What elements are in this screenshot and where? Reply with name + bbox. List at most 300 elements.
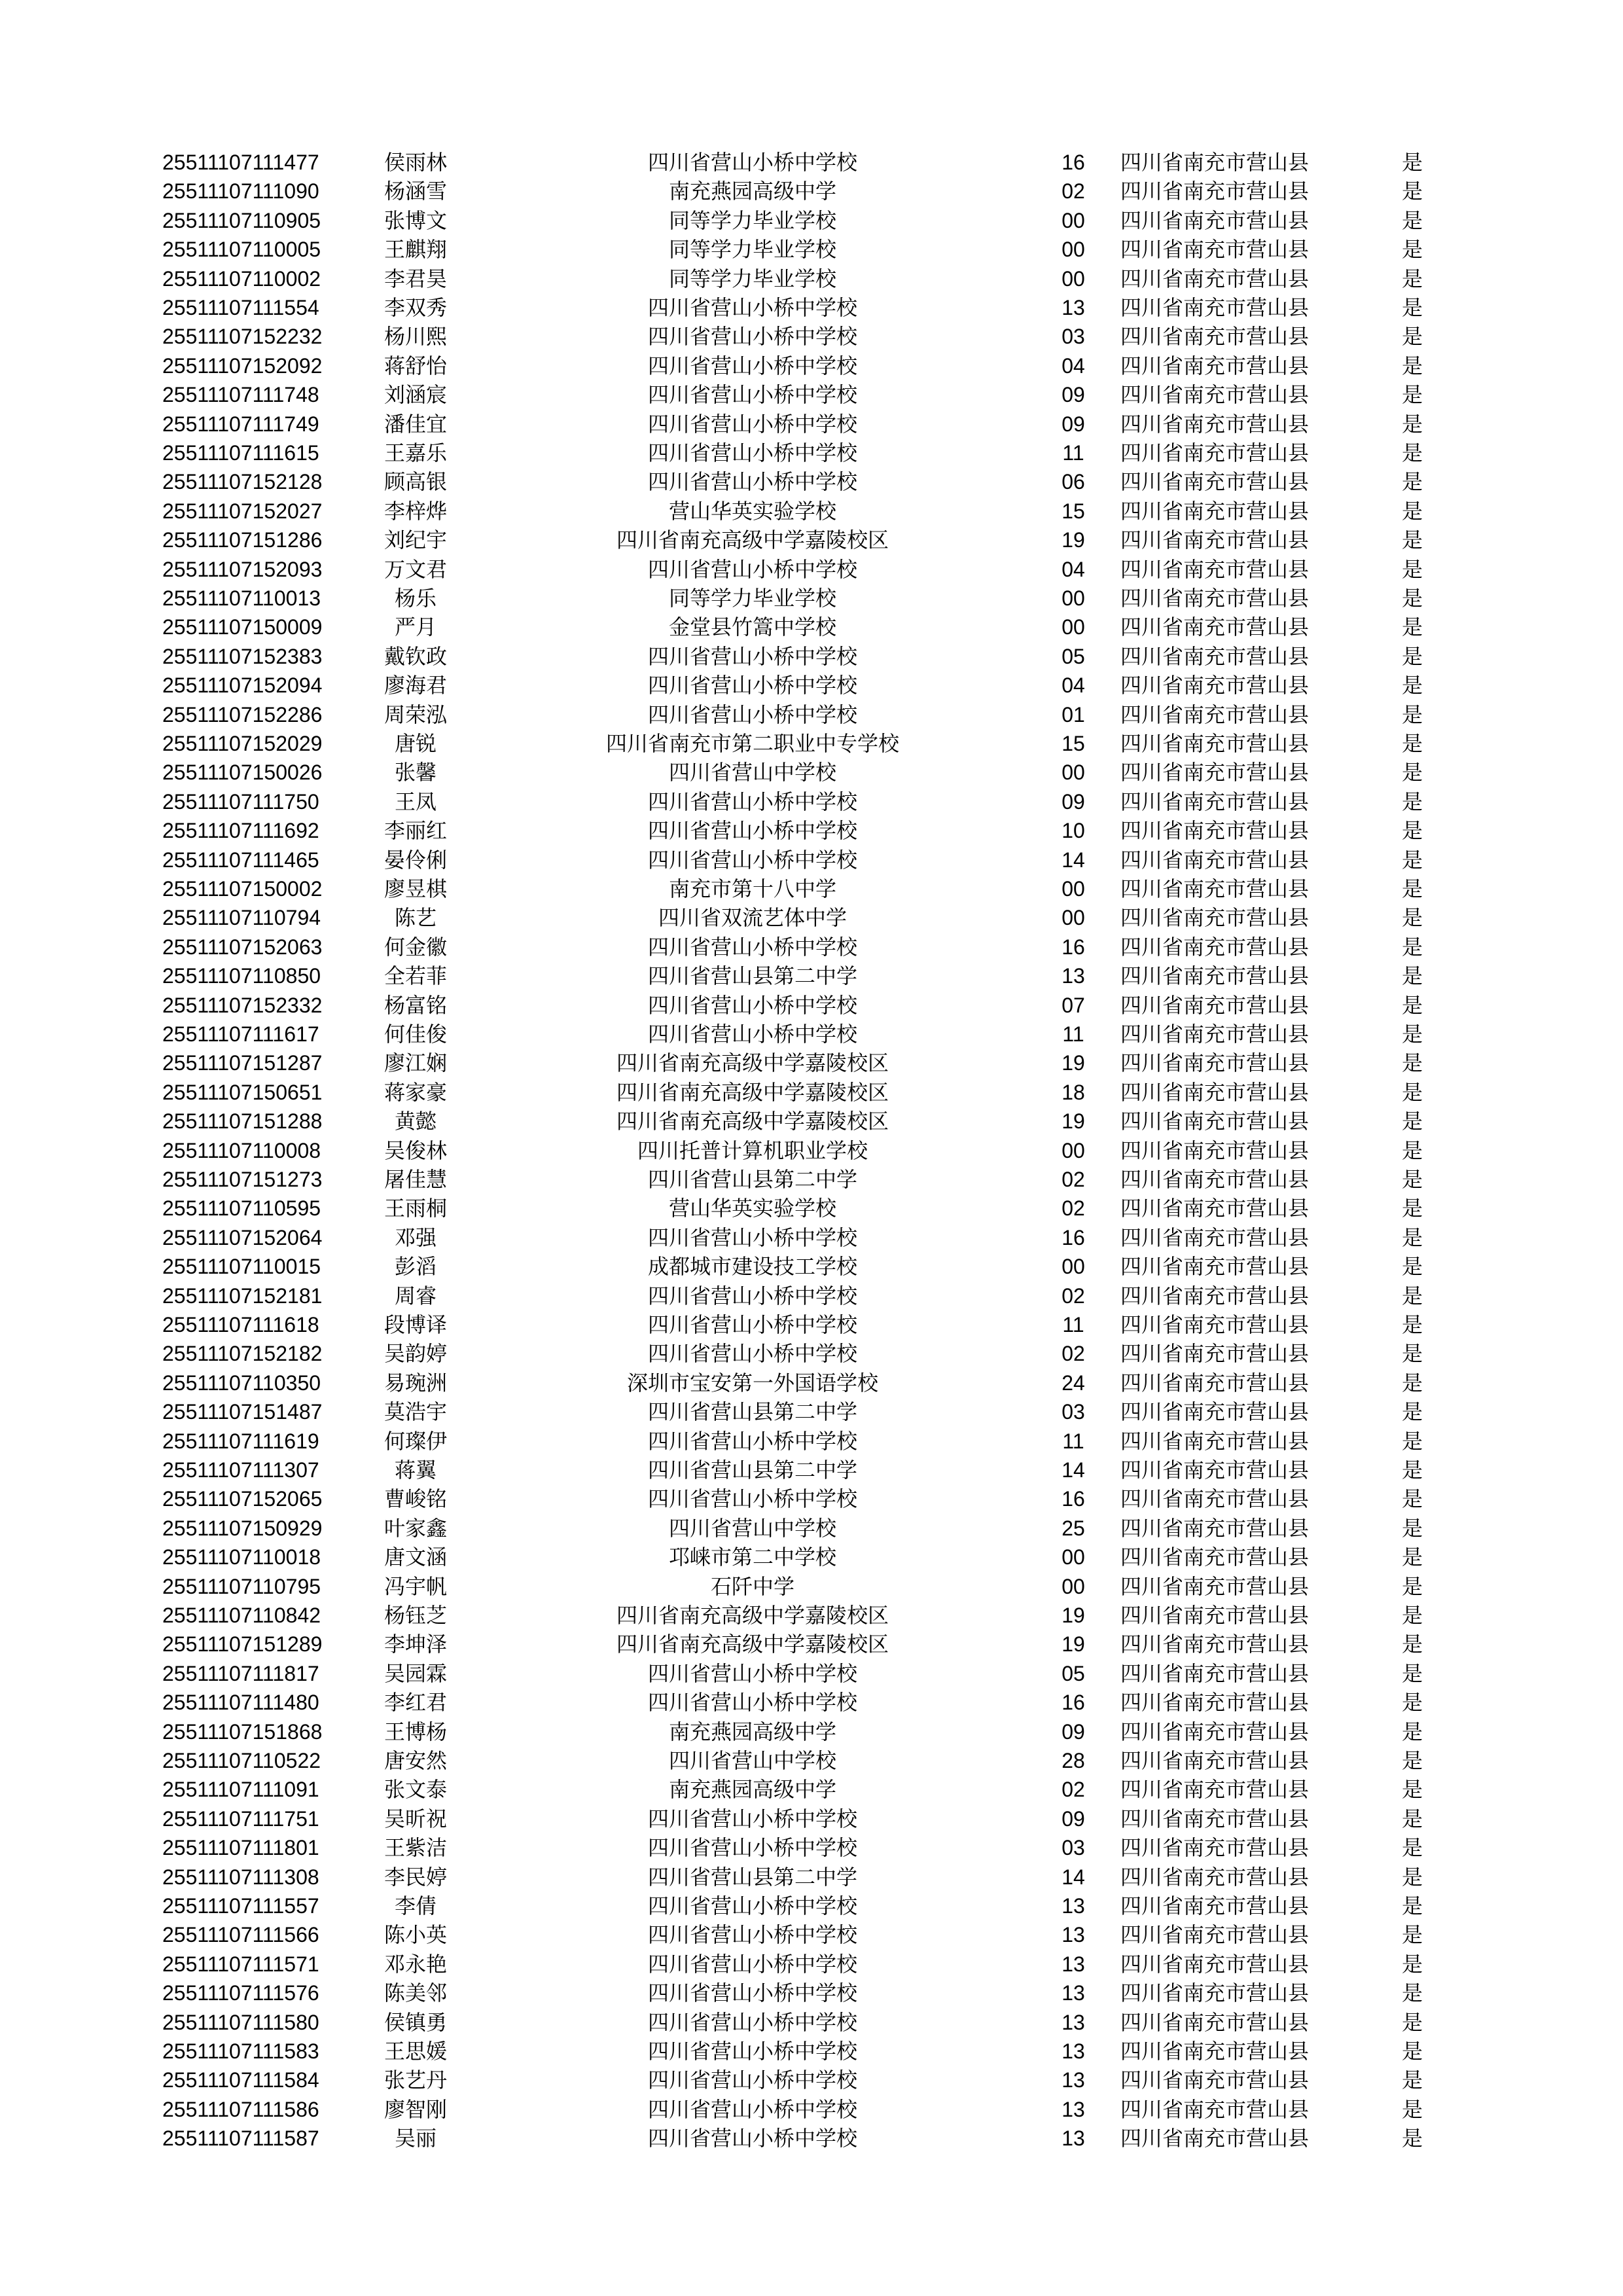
school-name-cell: 四川省南充高级中学嘉陵校区 [616, 1632, 889, 1657]
student-id-cell: 25511107151286 [162, 528, 323, 552]
region-cell: 四川省南充市营山县 [1120, 905, 1310, 931]
student-name-cell: 杨富铭 [383, 992, 447, 1018]
class-code-cell: 13 [1061, 1981, 1085, 2005]
student-name-cell: 全若菲 [383, 963, 447, 989]
student-id-cell: 25511107111748 [162, 383, 319, 407]
student-id-cell: 25511107111307 [162, 1458, 319, 1482]
student-id-cell: 25511107111615 [162, 441, 319, 465]
school-name-cell: 四川省营山小桥中学校 [647, 643, 857, 669]
student-name-cell: 杨乐 [394, 586, 437, 611]
class-code-cell: 00 [1061, 238, 1085, 262]
region-cell: 四川省南充市营山县 [1120, 1603, 1310, 1628]
class-code-cell: 01 [1061, 702, 1085, 726]
class-code-cell: 05 [1061, 644, 1085, 668]
class-code-cell: 16 [1061, 1691, 1085, 1715]
student-name-cell: 李梓烨 [383, 498, 447, 524]
region-cell: 四川省南充市营山县 [1120, 382, 1310, 408]
student-name-cell: 王麒翔 [383, 237, 447, 262]
school-name-cell: 四川省营山小桥中学校 [647, 1022, 857, 1047]
status-flag-cell: 是 [1401, 207, 1423, 233]
student-id-cell: 25511107151289 [162, 1632, 323, 1657]
table-row [0, 1136, 1623, 1165]
student-id-cell: 25511107111477 [162, 151, 319, 174]
class-code-cell: 19 [1061, 1604, 1085, 1627]
status-flag-cell: 是 [1401, 1458, 1423, 1482]
school-name-cell: 四川省营山小桥中学校 [647, 673, 857, 698]
student-id-cell: 25511107110002 [162, 266, 321, 291]
class-code-cell: 04 [1061, 673, 1085, 698]
school-name-cell: 四川省营山小桥中学校 [647, 353, 857, 378]
status-flag-cell: 是 [1401, 1167, 1423, 1192]
table-row [0, 1456, 1623, 1484]
student-id-cell: 25511107111692 [162, 819, 319, 843]
school-name-cell: 四川省营山小桥中学校 [647, 1806, 857, 1831]
table-row [0, 526, 1623, 554]
status-flag-cell: 是 [1401, 1545, 1423, 1570]
status-flag-cell: 是 [1401, 1050, 1423, 1076]
student-id-cell: 25511107152182 [162, 1342, 323, 1366]
student-id-cell: 25511107111584 [162, 2068, 319, 2092]
table-row [0, 1514, 1623, 1543]
class-code-cell: 13 [1061, 2010, 1085, 2034]
student-id-cell: 25511107111587 [162, 2126, 319, 2151]
region-cell: 四川省南充市营山县 [1120, 1254, 1310, 1280]
school-name-cell: 四川省营山小桥中学校 [647, 411, 857, 437]
table-row [0, 380, 1623, 409]
student-name-cell: 廖智刚 [383, 2096, 447, 2122]
school-name-cell: 深圳市宝安第一外国语学校 [626, 1370, 878, 1395]
region-cell: 四川省南充市营山县 [1120, 760, 1310, 785]
student-name-cell: 王嘉乐 [383, 440, 447, 465]
school-name-cell: 四川省营山小桥中学校 [647, 847, 857, 872]
region-cell: 四川省南充市营山县 [1120, 934, 1310, 960]
region-cell: 四川省南充市营山县 [1120, 1864, 1310, 1890]
school-name-cell: 四川托普计算机职业学校 [637, 1138, 868, 1163]
school-name-cell: 四川省南充高级中学嘉陵校区 [616, 1603, 889, 1628]
region-cell: 四川省南充市营山县 [1120, 179, 1310, 204]
student-id-cell: 25511107111801 [162, 1836, 319, 1860]
class-code-cell: 05 [1061, 1661, 1085, 1685]
school-name-cell: 四川省营山小桥中学校 [647, 1893, 857, 1918]
school-name-cell: 四川省南充高级中学嘉陵校区 [616, 1109, 889, 1134]
school-name-cell: 四川省营山小桥中学校 [647, 469, 857, 495]
table-row [0, 1630, 1623, 1659]
student-name-cell: 王雨桐 [383, 1196, 447, 1221]
status-flag-cell: 是 [1401, 760, 1423, 785]
status-flag-cell: 是 [1401, 1428, 1423, 1454]
table-row [0, 1078, 1623, 1107]
school-name-cell: 四川省营山小桥中学校 [647, 2039, 857, 2064]
school-name-cell: 四川省营山小桥中学校 [647, 150, 857, 175]
student-id-cell: 25511107111586 [162, 2097, 319, 2121]
student-id-cell: 25511107151287 [162, 1051, 323, 1075]
table-row [0, 1950, 1623, 1979]
region-cell: 四川省南充市营山县 [1120, 2096, 1310, 2122]
region-cell: 四川省南充市营山县 [1120, 1138, 1310, 1163]
table-row [0, 787, 1623, 816]
student-id-cell: 25511107110794 [162, 906, 321, 930]
student-name-cell: 陈艺 [394, 905, 437, 931]
student-id-cell: 25511107110005 [162, 238, 321, 262]
school-name-cell: 四川省营山小桥中学校 [647, 1660, 857, 1686]
region-cell: 四川省南充市营山县 [1120, 1079, 1310, 1105]
school-name-cell: 四川省营山小桥中学校 [647, 440, 857, 465]
status-flag-cell: 是 [1401, 1806, 1423, 1831]
status-flag-cell: 是 [1401, 1138, 1423, 1163]
class-code-cell: 02 [1061, 1168, 1085, 1191]
table-row [0, 439, 1623, 467]
region-cell: 四川省南充市营山县 [1120, 1835, 1310, 1861]
status-flag-cell: 是 [1401, 1690, 1423, 1715]
table-row [0, 1427, 1623, 1456]
table-row [0, 729, 1623, 758]
student-name-cell: 王思媛 [383, 2039, 447, 2064]
student-id-cell: 25511107152092 [162, 353, 323, 378]
student-id-cell: 25511107111465 [162, 848, 319, 872]
region-cell: 四川省南充市营山县 [1120, 528, 1310, 553]
table-row [0, 671, 1623, 700]
school-name-cell: 四川省营山县第二中学 [647, 1399, 857, 1425]
region-cell: 四川省南充市营山县 [1120, 643, 1310, 669]
status-flag-cell: 是 [1401, 469, 1423, 495]
status-flag-cell: 是 [1401, 1922, 1423, 1948]
status-flag-cell: 是 [1401, 1109, 1423, 1134]
student-id-cell: 25511107151868 [162, 1719, 323, 1744]
student-name-cell: 吴韵婷 [383, 1341, 447, 1367]
class-code-cell: 13 [1061, 1952, 1085, 1976]
table-row [0, 293, 1623, 322]
school-name-cell: 四川省营山中学校 [668, 1515, 836, 1541]
region-cell: 四川省南充市营山县 [1120, 266, 1310, 291]
table-row [0, 1688, 1623, 1717]
class-code-cell: 07 [1061, 993, 1085, 1017]
table-row [0, 700, 1623, 729]
student-id-cell: 25511107150929 [162, 1516, 323, 1540]
class-code-cell: 00 [1061, 1574, 1085, 1598]
student-name-cell: 刘涵宸 [383, 382, 447, 408]
table-row [0, 1252, 1623, 1281]
region-cell: 四川省南充市营山县 [1120, 586, 1310, 611]
region-cell: 四川省南充市营山县 [1120, 411, 1310, 437]
school-name-cell: 四川省营山小桥中学校 [647, 818, 857, 844]
school-name-cell: 四川省营山小桥中学校 [647, 324, 857, 350]
class-code-cell: 16 [1061, 1487, 1085, 1511]
status-flag-cell: 是 [1401, 1022, 1423, 1047]
region-cell: 四川省南充市营山县 [1120, 673, 1310, 698]
region-cell: 四川省南充市营山县 [1120, 1458, 1310, 1482]
region-cell: 四川省南充市营山县 [1120, 2068, 1310, 2093]
table-row [0, 1775, 1623, 1804]
school-name-cell: 四川省营山县第二中学 [647, 1458, 857, 1482]
status-flag-cell: 是 [1401, 1981, 1423, 2006]
student-name-cell: 何佳俊 [383, 1022, 447, 1047]
class-code-cell: 13 [1061, 296, 1085, 319]
class-code-cell: 00 [1061, 1138, 1085, 1162]
status-flag-cell: 是 [1401, 1719, 1423, 1744]
class-code-cell: 28 [1061, 1749, 1085, 1772]
student-name-cell: 蒋翼 [394, 1458, 437, 1482]
school-name-cell: 四川省南充高级中学嘉陵校区 [616, 1079, 889, 1105]
status-flag-cell: 是 [1401, 528, 1423, 553]
status-flag-cell: 是 [1401, 643, 1423, 669]
student-id-cell: 25511107111576 [162, 1981, 319, 2005]
class-code-cell: 09 [1061, 1806, 1085, 1831]
class-code-cell: 00 [1061, 266, 1085, 291]
student-id-cell: 25511107152094 [162, 673, 323, 698]
student-id-cell: 25511107110018 [162, 1545, 321, 1570]
school-name-cell: 四川省营山县第二中学 [647, 1167, 857, 1192]
student-id-cell: 25511107152286 [162, 702, 323, 726]
table-row [0, 1601, 1623, 1630]
class-code-cell: 02 [1061, 1283, 1085, 1308]
class-code-cell: 19 [1061, 528, 1085, 552]
status-flag-cell: 是 [1401, 1079, 1423, 1105]
school-name-cell: 四川省营山小桥中学校 [647, 1283, 857, 1308]
table-row [0, 1717, 1623, 1746]
table-row [0, 2066, 1623, 2094]
student-id-cell: 25511107110595 [162, 1196, 321, 1221]
status-flag-cell: 是 [1401, 1370, 1423, 1395]
region-cell: 四川省南充市营山县 [1120, 789, 1310, 814]
status-flag-cell: 是 [1401, 615, 1423, 640]
region-cell: 四川省南充市营山县 [1120, 731, 1310, 756]
table-row [0, 1310, 1623, 1339]
region-cell: 四川省南充市营山县 [1120, 1283, 1310, 1308]
student-name-cell: 吴昕祝 [383, 1806, 447, 1831]
student-name-cell: 刘纪宇 [383, 528, 447, 553]
student-id-cell: 25511107111750 [162, 789, 319, 814]
school-name-cell: 四川省营山小桥中学校 [647, 1951, 857, 1977]
status-flag-cell: 是 [1401, 1312, 1423, 1337]
region-cell: 四川省南充市营山县 [1120, 1167, 1310, 1192]
school-name-cell: 四川省营山小桥中学校 [647, 2126, 857, 2151]
table-row [0, 816, 1623, 845]
table-row [0, 758, 1623, 787]
class-code-cell: 16 [1061, 151, 1085, 174]
student-id-cell: 25511107111749 [162, 412, 319, 436]
table-row [0, 1194, 1623, 1223]
school-name-cell: 四川省营山小桥中学校 [647, 789, 857, 814]
school-name-cell: 四川省营山县第二中学 [647, 963, 857, 989]
region-cell: 四川省南充市营山县 [1120, 1690, 1310, 1715]
class-code-cell: 16 [1061, 935, 1085, 959]
class-code-cell: 13 [1061, 2068, 1085, 2092]
school-name-cell: 四川省营山小桥中学校 [647, 1922, 857, 1948]
student-id-cell: 25511107110905 [162, 208, 321, 232]
school-name-cell: 南充燕园高级中学 [668, 1719, 836, 1744]
student-name-cell: 彭滔 [394, 1254, 437, 1280]
student-id-cell: 25511107152027 [162, 499, 323, 523]
student-name-cell: 廖昱棋 [383, 876, 447, 901]
student-id-cell: 25511107150009 [162, 615, 323, 639]
table-row [0, 1979, 1623, 2007]
student-id-cell: 25511107151288 [162, 1109, 323, 1134]
table-row [0, 1107, 1623, 1136]
region-cell: 四川省南充市营山县 [1120, 556, 1310, 582]
student-id-cell: 25511107111554 [162, 296, 319, 319]
student-name-cell: 李君昊 [383, 266, 447, 291]
school-name-cell: 石阡中学 [710, 1573, 794, 1599]
class-code-cell: 18 [1061, 1080, 1085, 1104]
student-id-cell: 25511107111617 [162, 1022, 319, 1046]
region-cell: 四川省南充市营山县 [1120, 1196, 1310, 1221]
school-name-cell: 四川省营山中学校 [668, 760, 836, 785]
class-code-cell: 11 [1062, 1313, 1084, 1336]
student-name-cell: 屠佳慧 [383, 1167, 447, 1192]
status-flag-cell: 是 [1401, 1225, 1423, 1250]
class-code-cell: 00 [1061, 877, 1085, 901]
class-code-cell: 11 [1062, 1022, 1084, 1046]
class-code-cell: 25 [1061, 1516, 1085, 1540]
table-row [0, 1833, 1623, 1862]
table-row [0, 264, 1623, 293]
table-row [0, 1863, 1623, 1892]
table-row [0, 410, 1623, 439]
region-cell: 四川省南充市营山县 [1120, 1050, 1310, 1076]
school-name-cell: 四川省营山小桥中学校 [647, 1835, 857, 1861]
class-code-cell: 02 [1061, 1196, 1085, 1221]
student-name-cell: 戴钦政 [383, 643, 447, 669]
status-flag-cell: 是 [1401, 150, 1423, 175]
student-id-cell: 25511107151487 [162, 1400, 323, 1424]
region-cell: 四川省南充市营山县 [1120, 1660, 1310, 1686]
table-row [0, 351, 1623, 380]
status-flag-cell: 是 [1401, 2126, 1423, 2151]
class-code-cell: 19 [1061, 1051, 1085, 1075]
class-code-cell: 14 [1061, 1458, 1085, 1482]
school-name-cell: 四川省营山小桥中学校 [647, 2068, 857, 2093]
school-name-cell: 四川省营山小桥中学校 [647, 1690, 857, 1715]
status-flag-cell: 是 [1401, 731, 1423, 756]
region-cell: 四川省南充市营山县 [1120, 1777, 1310, 1803]
student-name-cell: 周睿 [394, 1283, 437, 1308]
school-name-cell: 四川省营山小桥中学校 [647, 2096, 857, 2122]
table-row [0, 322, 1623, 351]
student-id-cell: 25511107110850 [162, 964, 321, 988]
student-name-cell: 何璨伊 [383, 1428, 447, 1454]
status-flag-cell: 是 [1401, 992, 1423, 1018]
status-flag-cell: 是 [1401, 1748, 1423, 1773]
student-id-cell: 25511107111091 [162, 1778, 319, 1802]
region-cell: 四川省南充市营山县 [1120, 353, 1310, 378]
student-name-cell: 李双秀 [383, 295, 447, 320]
status-flag-cell: 是 [1401, 1603, 1423, 1628]
class-code-cell: 02 [1061, 1342, 1085, 1366]
region-cell: 四川省南充市营山县 [1120, 1312, 1310, 1337]
region-cell: 四川省南充市营山县 [1120, 847, 1310, 872]
status-flag-cell: 是 [1401, 2096, 1423, 2122]
status-flag-cell: 是 [1401, 1660, 1423, 1686]
student-name-cell: 杨川熙 [383, 324, 447, 350]
school-name-cell: 四川省营山中学校 [668, 1748, 836, 1773]
region-cell: 四川省南充市营山县 [1120, 1515, 1310, 1541]
region-cell: 四川省南充市营山县 [1120, 1748, 1310, 1773]
table-row [0, 613, 1623, 641]
student-id-cell: 25511107152232 [162, 325, 323, 349]
school-name-cell: 四川省营山小桥中学校 [647, 702, 857, 727]
student-name-cell: 张馨 [394, 760, 437, 785]
region-cell: 四川省南充市营山县 [1120, 1486, 1310, 1512]
student-name-cell: 何金徽 [383, 934, 447, 960]
school-name-cell: 同等学力毕业学校 [668, 266, 836, 291]
region-cell: 四川省南充市营山县 [1120, 2009, 1310, 2035]
region-cell: 四川省南充市营山县 [1120, 992, 1310, 1018]
school-name-cell: 四川省营山小桥中学校 [647, 382, 857, 408]
region-cell: 四川省南充市营山县 [1120, 702, 1310, 727]
student-name-cell: 邓强 [394, 1225, 437, 1250]
student-name-cell: 李红君 [383, 1690, 447, 1715]
class-code-cell: 19 [1061, 1632, 1085, 1657]
student-name-cell: 廖江娴 [383, 1050, 447, 1076]
region-cell: 四川省南充市营山县 [1120, 150, 1310, 175]
class-code-cell: 14 [1061, 1865, 1085, 1889]
school-name-cell: 同等学力毕业学校 [668, 237, 836, 262]
table-row [0, 1369, 1623, 1397]
region-cell: 四川省南充市营山县 [1120, 1545, 1310, 1570]
table-row [0, 1484, 1623, 1513]
table-row [0, 2095, 1623, 2124]
class-code-cell: 00 [1061, 906, 1085, 930]
class-code-cell: 06 [1061, 470, 1085, 494]
student-name-cell: 杨钰芝 [383, 1603, 447, 1628]
school-name-cell: 四川省南充高级中学嘉陵校区 [616, 1050, 889, 1076]
status-flag-cell: 是 [1401, 1893, 1423, 1918]
region-cell: 四川省南充市营山县 [1120, 963, 1310, 989]
student-name-cell: 吴俊林 [383, 1138, 447, 1163]
student-id-cell: 25511107152063 [162, 935, 323, 959]
region-cell: 四川省南充市营山县 [1120, 1399, 1310, 1425]
class-code-cell: 15 [1061, 732, 1085, 755]
student-name-cell: 潘佳宜 [383, 411, 447, 437]
class-code-cell: 00 [1061, 1255, 1085, 1279]
status-flag-cell: 是 [1401, 1515, 1423, 1541]
table-row [0, 1572, 1623, 1601]
region-cell: 四川省南充市营山县 [1120, 1893, 1310, 1918]
student-name-cell: 冯宇帆 [383, 1573, 447, 1599]
table-row [0, 2008, 1623, 2037]
class-code-cell: 14 [1061, 848, 1085, 872]
table-row [0, 584, 1623, 613]
region-cell: 四川省南充市营山县 [1120, 237, 1310, 262]
student-name-cell: 杨涵雪 [383, 179, 447, 204]
status-flag-cell: 是 [1401, 1486, 1423, 1512]
student-name-cell: 李民婷 [383, 1864, 447, 1890]
student-name-cell: 蒋舒怡 [383, 353, 447, 378]
school-name-cell: 四川省南充市第二职业中专学校 [605, 731, 899, 756]
status-flag-cell: 是 [1401, 411, 1423, 437]
region-cell: 四川省南充市营山县 [1120, 469, 1310, 495]
region-cell: 四川省南充市营山县 [1120, 1225, 1310, 1250]
status-flag-cell: 是 [1401, 905, 1423, 931]
student-name-cell: 唐锐 [394, 731, 437, 756]
school-name-cell: 邛崃市第二中学校 [668, 1545, 836, 1570]
school-name-cell: 营山华英实验学校 [668, 1196, 836, 1221]
student-name-cell: 李倩 [394, 1893, 437, 1918]
student-name-cell: 万文君 [383, 556, 447, 582]
region-cell: 四川省南充市营山县 [1120, 1719, 1310, 1744]
status-flag-cell: 是 [1401, 702, 1423, 727]
table-row [0, 874, 1623, 903]
table-row [0, 177, 1623, 206]
class-code-cell: 03 [1061, 1400, 1085, 1424]
class-code-cell: 13 [1061, 2126, 1085, 2151]
student-id-cell: 25511107111618 [162, 1313, 319, 1336]
student-id-cell: 25511107111090 [162, 179, 319, 204]
status-flag-cell: 是 [1401, 2068, 1423, 2093]
school-name-cell: 金堂县竹篙中学校 [668, 615, 836, 640]
region-cell: 四川省南充市营山县 [1120, 207, 1310, 233]
student-name-cell: 莫浩宇 [383, 1399, 447, 1425]
